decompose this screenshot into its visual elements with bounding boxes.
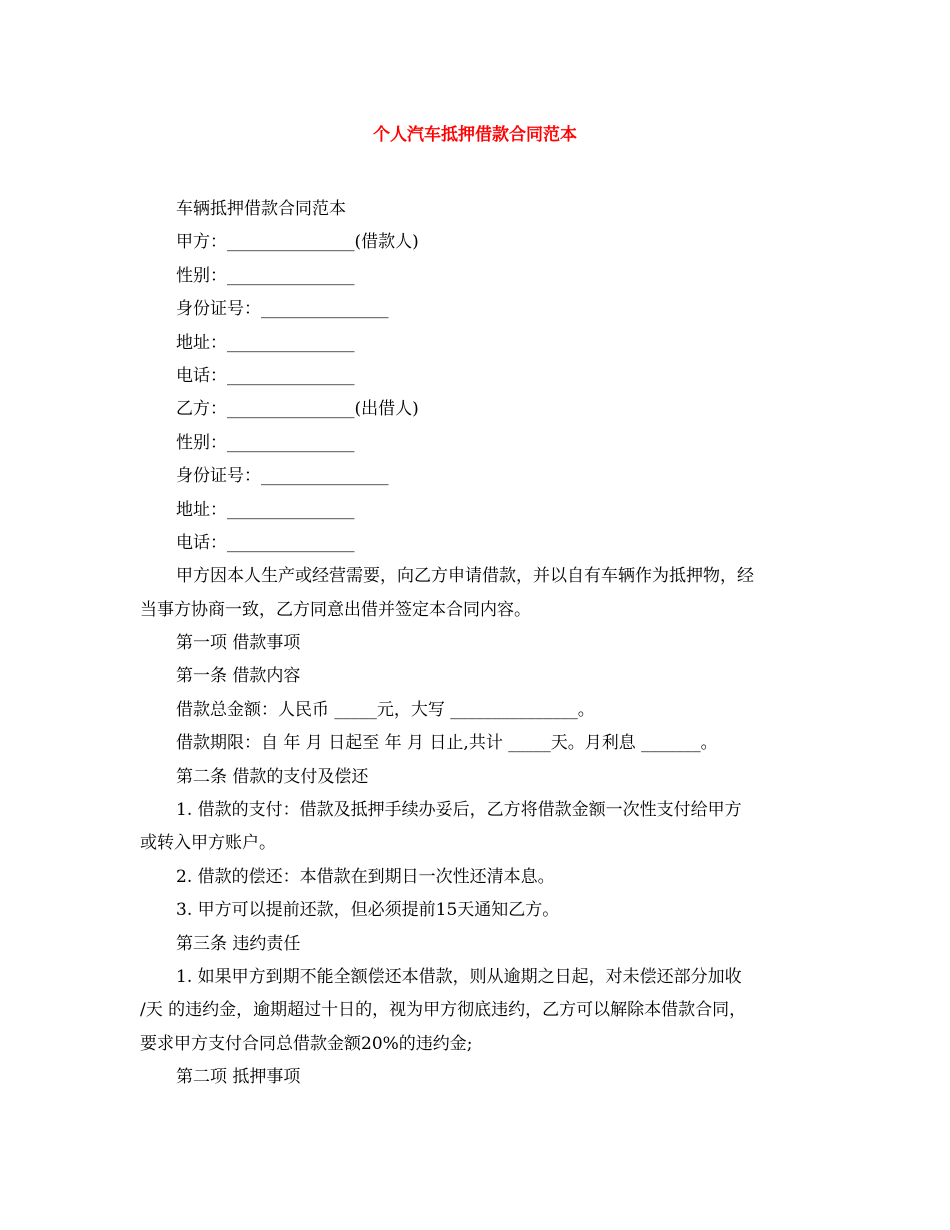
- party-a-address-line: 地址：_______________: [176, 332, 355, 353]
- article-3-heading: 第三条 违约责任: [176, 933, 301, 954]
- document-body: [140, 193, 815, 1095]
- payment-clause-line-1: 1. 借款的支付：借款及抵押手续办妥后，乙方将借款金额一次性支付给甲方: [176, 800, 742, 821]
- section-2-heading: 第二项 抵押事项: [176, 1067, 301, 1088]
- party-b-id-line: 身份证号：_______________: [176, 466, 389, 487]
- preamble-line-1: 甲方因本人生产或经营需要，向乙方申请借款，并以自有车辆作为抵押物，经: [176, 566, 754, 587]
- section-1-heading: 第一项 借款事项: [176, 633, 301, 654]
- party-a-line: 甲方：_______________(借款人): [176, 232, 419, 253]
- article-1-heading: 第一条 借款内容: [176, 666, 301, 687]
- loan-term-line: 借款期限：自 年 月 日起至 年 月 日止,共计 _____天。月利息 _______。: [176, 733, 718, 754]
- payment-clause-line-2: 或转入甲方账户。: [140, 833, 276, 854]
- penalty-clause-line-1: 1. 如果甲方到期不能全额偿还本借款，则从逾期之日起，对未偿还部分加收: [176, 966, 742, 987]
- party-b-gender-line: 性别：_______________: [176, 432, 355, 453]
- party-a-phone-line: 电话：_______________: [176, 365, 355, 386]
- preamble-line-2: 当事方协商一致，乙方同意出借并签定本合同内容。: [140, 599, 531, 620]
- document-title: 个人汽车抵押借款合同范本: [373, 125, 577, 145]
- penalty-clause-line-3: 要求甲方支付合同总借款金额20%的违约金;: [140, 1033, 473, 1054]
- early-repayment-line: 3. 甲方可以提前还款，但必须提前15天通知乙方。: [176, 900, 560, 921]
- repayment-clause-line: 2. 借款的偿还：本借款在到期日一次性还清本息。: [176, 866, 555, 887]
- loan-amount-line: 借款总金额：人民币 _____元，大写 _______________。: [176, 699, 595, 720]
- party-b-address-line: 地址：_______________: [176, 499, 355, 520]
- subtitle-line: 车辆抵押借款合同范本: [176, 199, 346, 219]
- party-b-phone-line: 电话：_______________: [176, 532, 355, 553]
- party-a-gender-line: 性别：_______________: [176, 265, 355, 286]
- party-a-id-line: 身份证号：_______________: [176, 299, 389, 320]
- penalty-clause-line-2: /天 的违约金，逾期超过十日的，视为甲方彻底违约，乙方可以解除本借款合同，: [140, 1000, 747, 1021]
- article-2-heading: 第二条 借款的支付及偿还: [176, 766, 369, 787]
- party-b-line: 乙方：_______________(出借人): [176, 399, 419, 420]
